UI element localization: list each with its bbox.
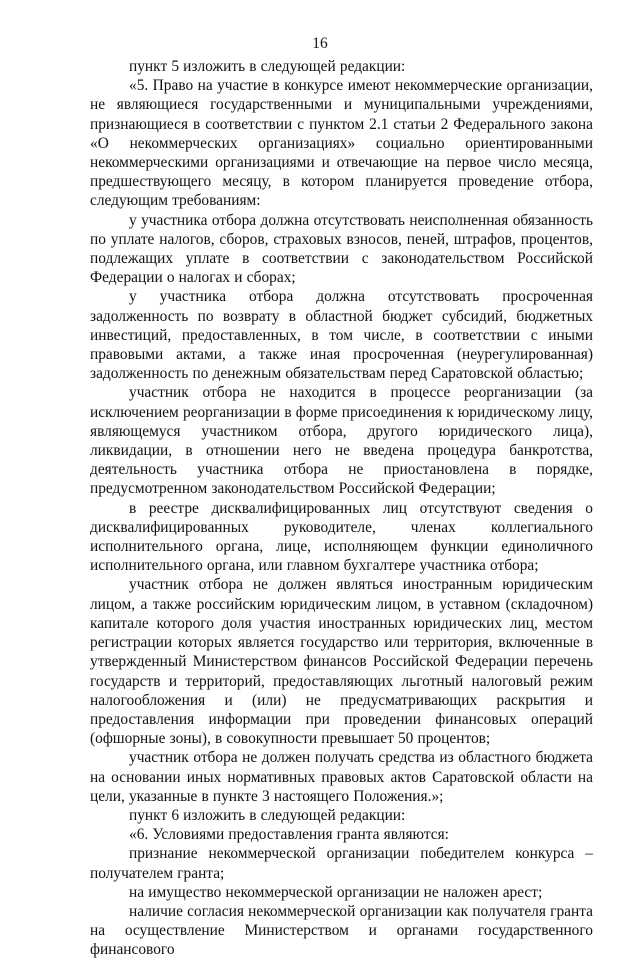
paragraph-amend-item-5: пункт 5 изложить в следующей редакции: [129, 58, 406, 75]
paragraph-requirement-disqualified: в реестре дисквалифицированных лиц отсутствуют сведения о дисквалифицированных руководителе, членах коллегиального исполнительного органа, лице, исполняющем функции единоличного исполнительного органа, или главном бухгалтере участника отбора; [90, 499, 593, 575]
paragraph-requirement-foreign: участник отбора не должен являться иностранным юридическим лицом, а также российским юридическим лицом, в уставном (складочном) капитале которого доля участия иностранных юридических лиц, местом регистрации которых является государство или территория, включенные в утвержденный Министерством финансов Российской Федерации перечень государств и территорий, предоставляющих льготный налоговый режим налогообложения и (или) не предусматривающих раскрытия и предоставления информации при проведении финансовых операций (офшорные зоны), в совокупности превышает 50 процентов; [90, 576, 593, 748]
paragraph-requirement-taxes: у участника отбора должна отсутствовать неисполненная обязанность по уплате налогов, сборов, страховых взносов, пеней, штрафов, процентов, подлежащих уплате в соответствии с законодательством Российской Федерации о налогах и сборах; [90, 211, 593, 287]
paragraph-participation-right: «5. Право на участие в конкурсе имеют некоммерческие организации, не являющиеся государственными и муниципальными учреждениями, признающиеся в соответствии с пунктом 2.1 статьи 2 Федерального закона «О некоммерческих организациях» социально ориентированными некоммерческими организациями и отвечающие на первое число месяца, предшествующего месяцу, в котором планируется проведение отбора, следующим требованиям: [90, 77, 593, 210]
paragraph-condition-consent: наличие согласия некоммерческой организации как получателя гранта на осуществление Министерством и органами государственного финансового [90, 902, 593, 959]
paragraph-condition-no-arrest: на имущество некоммерческой организации не наложен арест; [129, 883, 543, 901]
paragraph-requirement-other-funds: участник отбора не должен получать средства из областного бюджета на основании иных нормативных правовых актов Саратовской области на цели, указанные в пункте 3 настоящего Положения.»; [90, 749, 593, 805]
paragraph-requirement-debt: у участника отбора должна отсутствовать просроченная задолженность по возврату в областной бюджет субсидий, бюджетных инвестиций, предоставленных, в том числе, в соответствии с иными правовыми актами, а также иная просроченная (неурегулированная) задолженность по денежным обязательствам перед Саратовской областью; [90, 288, 593, 383]
paragraph-amend-item-6: пункт 6 изложить в следующей редакции: [129, 806, 406, 824]
page-number: 16 [312, 35, 328, 52]
paragraph-requirement-reorganization: участник отбора не находится в процессе реорганизации (за исключением реорганизации в форме присоединения к юридическому лицу, являющемуся участником отбора, другого юридического лица), ликвидации, в отношении него не введена процедура банкротства, деятельность участника отбора не приостановлена в порядке, предусмотренном законодательством Российской Федерации; [90, 384, 593, 498]
paragraph-condition-winner: признание некоммерческой организации победителем конкурса – получателем гранта; [90, 845, 593, 882]
document-body [90, 57, 593, 960]
paragraph-grant-conditions: «6. Условиями предоставления гранта являются: [129, 826, 449, 844]
